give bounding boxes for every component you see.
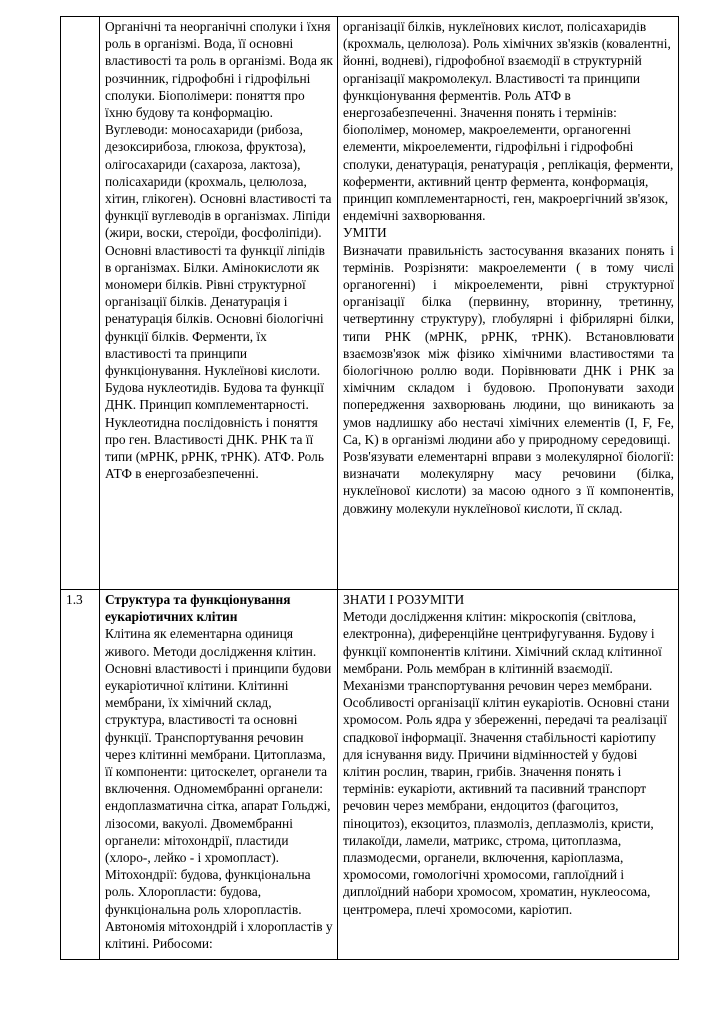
requirements-cell: [338, 590, 679, 960]
topic-content-cell: [100, 17, 338, 590]
requirements-heading-skills: УМІТИ: [343, 225, 387, 241]
requirements-text-skills: Визначати правильність застосування вказаних понять і термінів. Розрізняти: макроелементи ( в тому числі органогенні) і мікроелементи, рівні структурної організації білка (первинну, вторинну, третинну, четвертинну структуру), глобулярні і фібрилярні білки, типи РНК (мРНК, рРНК, тРНК). Встановлювати взаємозв'язок між фізико хімічними властивостями та біологічною роллю води. Порівнювати ДНК і РНК за хімічним складом і будовою. Пропонувати заходи попередження захворювань людини, що виникають за умов надлишку або нестачі хімічних елементів (I, F, Fe, Ca, K) в організмі людини або у природному середовищі.: [343, 242, 674, 447]
requirements-text-knowledge: організації білків, нуклеїнових кислот, полісахаридів (крохмаль, целюлоза). Роль хімічних зв'язків (ковалентні, йонні, водневі), гідрофобної взаємодії в структурній організації макромолекул. Властивості та принципи функціонування ферментів. Роль АТФ в енергозабезпеченні. Значення понять і термінів: біополімер, мономер, макроелементи, органогенні елементи, мікроелементи, гідрофільні і гідрофобні сполуки, денатурація, ренатурація , реплікація, ферменти, коферменти, активний центр фермента, конформація, принцип комплементарності, ген, макроергічний зв'язок, ендемічні захворювання.: [343, 19, 674, 224]
requirements-text-exercises: Розв'язувати елементарні вправи з молекулярної біології: визначати молекулярну масу речовини (білка, нуклеїнової кислоти) за масою одного з її компонентів, довжину молекули нуклеїнової кислоти, її склад.: [343, 449, 674, 516]
table-row: [61, 17, 679, 590]
row-number-cell: 1.3: [61, 590, 100, 960]
requirements-cell: [338, 17, 679, 590]
table-row: [61, 590, 679, 960]
row-number-cell: [61, 17, 100, 590]
requirements-heading-knowledge: ЗНАТИ І РОЗУМІТИ: [343, 592, 465, 607]
topic-content-text: Клітина як елементарна одиниця живого. Методи дослідження клітин. Основні властивості і принципи будови еукаріотичної клітини. Клітинні мембрани, їх хімічний склад, структура, властивості та основні функції. Транспортування речовин через клітинні мембрани. Цитоплазма, її компоненти: цитоскелет, органели та включення. Одномембранні органели: ендоплазматична сітка, апарат Гольджі, лізосоми, вакуолі. Двомембранні органели: мітохондрії, пластиди (хлоро-, лейко - і хромопласт). Мітохондрії: будова, функціональна роль. Хлоропласти: будова, функціональна роль хлоропластів. Автономія мітохондрій і хлоропластів у клітині. Рибосоми:: [105, 626, 333, 952]
curriculum-table: [60, 16, 679, 960]
topic-title: Структура та функціонування еукаріотичних клітин: [105, 592, 291, 625]
requirements-text-knowledge: Методи дослідження клітин: мікроскопія (світлова, електронна), диференційне центрифугування. Будову і функції компонентів клітини. Хімічний склад клітинної мембрани. Роль мембран в клітинній взаємодії. Механізми транспортування речовин через мембрани. Особливості організації клітин еукаріотів. Основні стани хромосом. Роль ядра у збереженні, передачі та реалізації спадкової інформації. Значення стабільності каріотипу для існування виду. Причини відмінностей у будові клітин рослин, тварин, грибів. Значення понять і термінів: еукаріоти, активний та пасивний транспорт речовин через мембрани, ендоцитоз (фагоцитоз, піноцитоз), екзоцитоз, плазмоліз, деплазмоліз, кристи, тилакоїди, ламели, матрикс, строма, цитоплазма, плазмодесми, органели, включення, каріоплазма, хромосоми, гомологічні хромосоми, гаплоїдний і диплоїдний набори хромосом, хроматин, нуклеосома, центромера, плечі хромосоми, каріотип.: [343, 609, 670, 917]
topic-content-text: Органічні та неорганічні сполуки і їхня роль в організмі. Вода, її основні властивості та роль в організмі. Вода як розчинник, гідрофобні і гідрофільні сполуки. Біополімери: поняття про їхню будову та конформацію. Вуглеводи: моносахариди (рибоза, дезоксирибоза, глюкоза, фруктоза), олігосахариди (сахароза, лактоза), полісахариди (крохмаль, целюлоза, хітин, глікоген). Основні властивості та функції вуглеводів в організмах. Ліпіди (жири, воски, стероїди, фосфоліпіди). Основні властивості та функції ліпідів в організмах. Білки. Амінокислоти як мономери білків. Рівні структурної організації білків. Денатурація і ренатурація білків. Основні біологічні функції білків. Ферменти, їх властивості та принципи функціонування. Нуклеїнові кислоти. Будова нуклеотидів. Будова та функції ДНК. Принцип комплементарності. Нуклеотидна послідовність і поняття про ген. Властивості ДНК. РНК та її типи (мРНК, рРНК, тРНК). АТФ. Роль АТФ в енергозабезпеченні.: [105, 19, 333, 482]
topic-content-cell: [100, 590, 338, 960]
